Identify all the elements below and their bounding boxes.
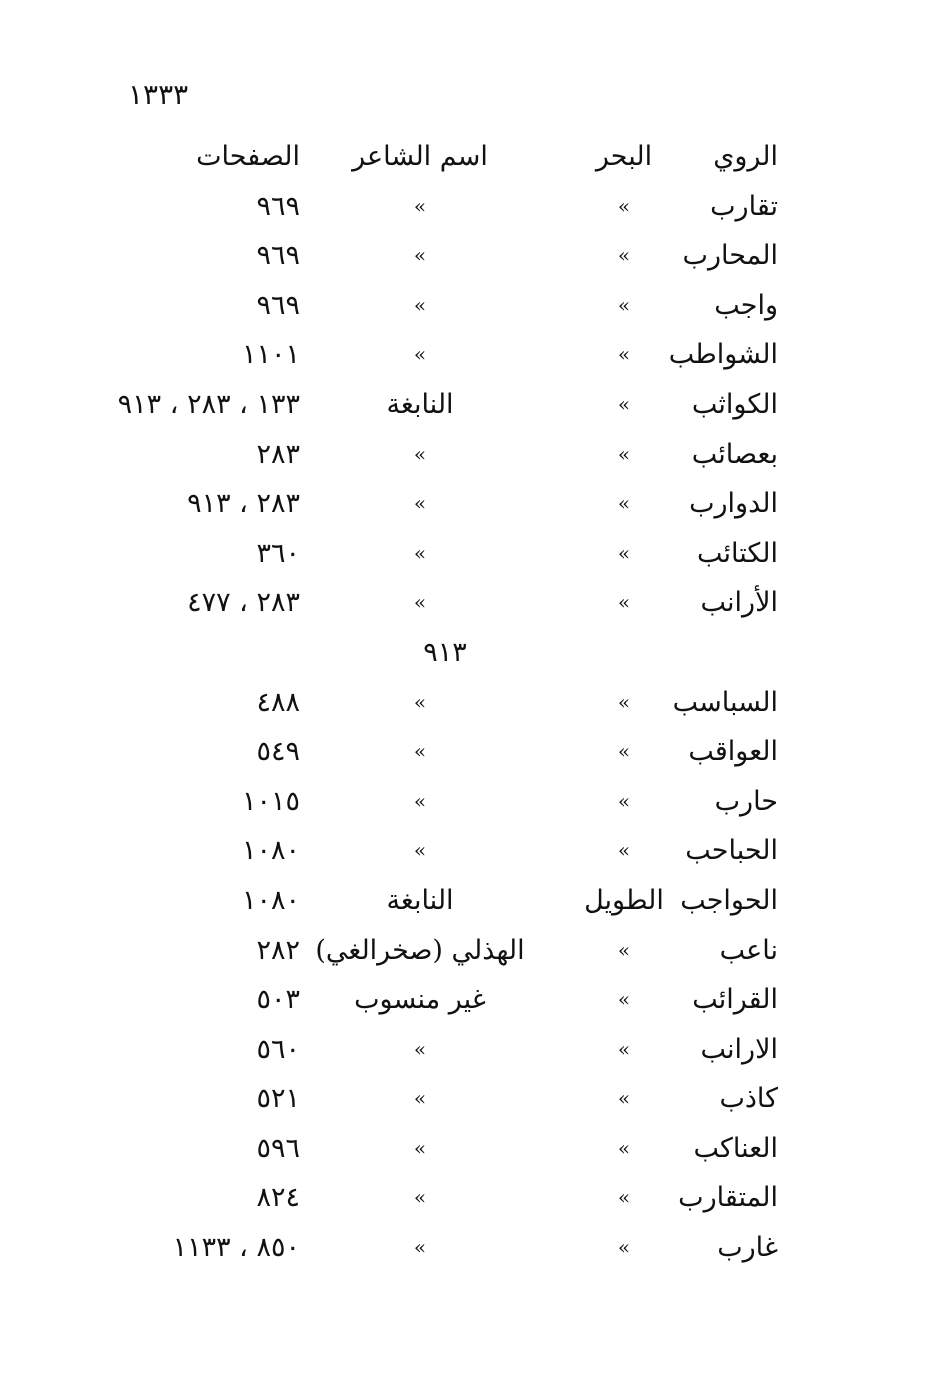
table-row bbox=[100, 678, 790, 728]
bahr-cell: » bbox=[617, 590, 631, 615]
poet-cell: » bbox=[413, 1235, 427, 1260]
poet-cell: » bbox=[413, 788, 427, 813]
rawi-cell: القرائب bbox=[692, 984, 778, 1016]
rawi-cell: بعصائب bbox=[691, 438, 778, 470]
bahr-cell: » bbox=[617, 987, 631, 1012]
table-row bbox=[100, 826, 790, 876]
pages-cell: ٨٥٠ ، ١١٣٣ bbox=[172, 1232, 300, 1264]
pages-cell: ١٠٨٠ bbox=[241, 835, 300, 867]
rhyme-index-table bbox=[100, 132, 790, 1273]
poet-cell: الهذلي (صخرالغي) bbox=[315, 934, 525, 966]
table-row bbox=[100, 281, 790, 331]
rawi-cell: الدوارب bbox=[689, 488, 778, 520]
rawi-cell: واجب bbox=[714, 289, 778, 321]
poet-cell: » bbox=[413, 838, 427, 863]
pages-cell: ٩٦٩ bbox=[256, 190, 300, 222]
bahr-cell: » bbox=[617, 193, 631, 218]
pages-cell: ٩٦٩ bbox=[256, 240, 300, 272]
poet-cell: غير منسوب bbox=[354, 984, 486, 1016]
pages-cell: ٥٢١ bbox=[256, 1083, 300, 1115]
rawi-cell: السباسب bbox=[672, 686, 778, 718]
table-row bbox=[100, 182, 790, 232]
bahr-cell: » bbox=[617, 1036, 631, 1061]
pages-cell: ١٣٣ ، ٢٨٣ ، ٩١٣ bbox=[117, 388, 300, 420]
pages-cell: ٢٨٣ bbox=[256, 438, 300, 470]
poet-cell: النابغة bbox=[386, 884, 454, 916]
pages-cell: ١٠٨٠ bbox=[241, 884, 300, 916]
rawi-cell: المحارب bbox=[682, 240, 778, 272]
rawi-cell: تقارب bbox=[710, 190, 778, 222]
table-row bbox=[100, 777, 790, 827]
bahr-cell: » bbox=[617, 491, 631, 516]
bahr-cell: » bbox=[617, 540, 631, 565]
bahr-cell: » bbox=[617, 243, 631, 268]
bahr-cell: » bbox=[617, 937, 631, 962]
rawi-cell: حارب bbox=[714, 785, 778, 817]
poet-cell: » bbox=[413, 689, 427, 714]
rawi-cell: الشواطب bbox=[668, 339, 778, 371]
pages-cell: ٥٠٣ bbox=[256, 984, 300, 1016]
table-row bbox=[100, 926, 790, 976]
table-row bbox=[100, 578, 790, 628]
header-rawi: الروي bbox=[713, 141, 778, 172]
rawi-cell: الارانب bbox=[700, 1033, 778, 1065]
bahr-cell: » bbox=[617, 1185, 631, 1210]
pages-cell: ١١٠١ bbox=[241, 339, 300, 371]
header-pages: الصفحات bbox=[196, 141, 300, 172]
poet-cell: » bbox=[413, 193, 427, 218]
pages-cell: ٢٨٢ bbox=[256, 934, 300, 966]
pages-cell: ٩٦٩ bbox=[256, 289, 300, 321]
table-row bbox=[100, 1223, 790, 1273]
rawi-cell: كاذب bbox=[719, 1083, 778, 1115]
rawi-cell: الكواثب bbox=[691, 388, 778, 420]
header-bahr: البحر bbox=[595, 141, 653, 172]
bahr-cell: » bbox=[617, 788, 631, 813]
bahr-cell: » bbox=[617, 1086, 631, 1111]
bahr-cell: » bbox=[617, 342, 631, 367]
rawi-cell: العناكب bbox=[693, 1132, 778, 1164]
table-row bbox=[100, 1173, 790, 1223]
table-row bbox=[100, 529, 790, 579]
continued-pages-cell: ٩١٣ bbox=[423, 636, 467, 668]
rawi-cell: ناعب bbox=[719, 934, 778, 966]
poet-cell: » bbox=[413, 1135, 427, 1160]
rawi-cell: الكتائب bbox=[696, 537, 778, 569]
pages-cell: ٤٨٨ bbox=[256, 686, 300, 718]
pages-cell: ٣٦٠ bbox=[256, 537, 300, 569]
bahr-cell: » bbox=[617, 739, 631, 764]
poet-cell: » bbox=[413, 739, 427, 764]
table-header bbox=[100, 132, 790, 182]
pages-cell: ٨٢٤ bbox=[256, 1182, 300, 1214]
bahr-cell: » bbox=[617, 292, 631, 317]
table-row bbox=[100, 1025, 790, 1075]
poet-cell: » bbox=[413, 1086, 427, 1111]
table-row bbox=[100, 1124, 790, 1174]
pages-cell: ٥٤٩ bbox=[256, 736, 300, 768]
bahr-cell: الطويل bbox=[584, 884, 664, 916]
bahr-cell: » bbox=[617, 689, 631, 714]
pages-cell: ٢٨٣ ، ٩١٣ bbox=[187, 488, 300, 520]
bahr-cell: » bbox=[617, 1235, 631, 1260]
table-row bbox=[100, 975, 790, 1025]
poet-cell: » bbox=[413, 1036, 427, 1061]
table-row-continuation bbox=[100, 628, 790, 678]
rawi-cell: المتقارب bbox=[678, 1182, 778, 1214]
poet-cell: النابغة bbox=[386, 388, 454, 420]
table-row bbox=[100, 876, 790, 926]
poet-cell: » bbox=[413, 590, 427, 615]
bahr-cell: » bbox=[617, 1135, 631, 1160]
bahr-cell: » bbox=[617, 391, 631, 416]
rawi-cell: غارب bbox=[717, 1232, 778, 1264]
table-row bbox=[100, 231, 790, 281]
bahr-cell: » bbox=[617, 838, 631, 863]
table-row bbox=[100, 727, 790, 777]
page-number: ١٣٣٣ bbox=[128, 78, 189, 111]
rawi-cell: العواقب bbox=[688, 736, 778, 768]
poet-cell: » bbox=[413, 441, 427, 466]
pages-cell: ٥٦٠ bbox=[256, 1033, 300, 1065]
table-row bbox=[100, 330, 790, 380]
rawi-cell: الحواجب bbox=[680, 884, 778, 916]
table-row bbox=[100, 1074, 790, 1124]
poet-cell: » bbox=[413, 491, 427, 516]
bahr-cell: » bbox=[617, 441, 631, 466]
table-row bbox=[100, 380, 790, 430]
table-row bbox=[100, 479, 790, 529]
rawi-cell: الأرانب bbox=[700, 587, 778, 619]
poet-cell: » bbox=[413, 1185, 427, 1210]
table-row bbox=[100, 430, 790, 480]
pages-cell: ١٠١٥ bbox=[241, 785, 300, 817]
rawi-cell: الحباحب bbox=[685, 835, 778, 867]
header-poet: اسم الشاعر bbox=[352, 141, 488, 172]
poet-cell: » bbox=[413, 243, 427, 268]
poet-cell: » bbox=[413, 342, 427, 367]
poet-cell: » bbox=[413, 292, 427, 317]
pages-cell: ٥٩٦ bbox=[256, 1132, 300, 1164]
poet-cell: » bbox=[413, 540, 427, 565]
pages-cell: ٢٨٣ ، ٤٧٧ bbox=[187, 587, 300, 619]
